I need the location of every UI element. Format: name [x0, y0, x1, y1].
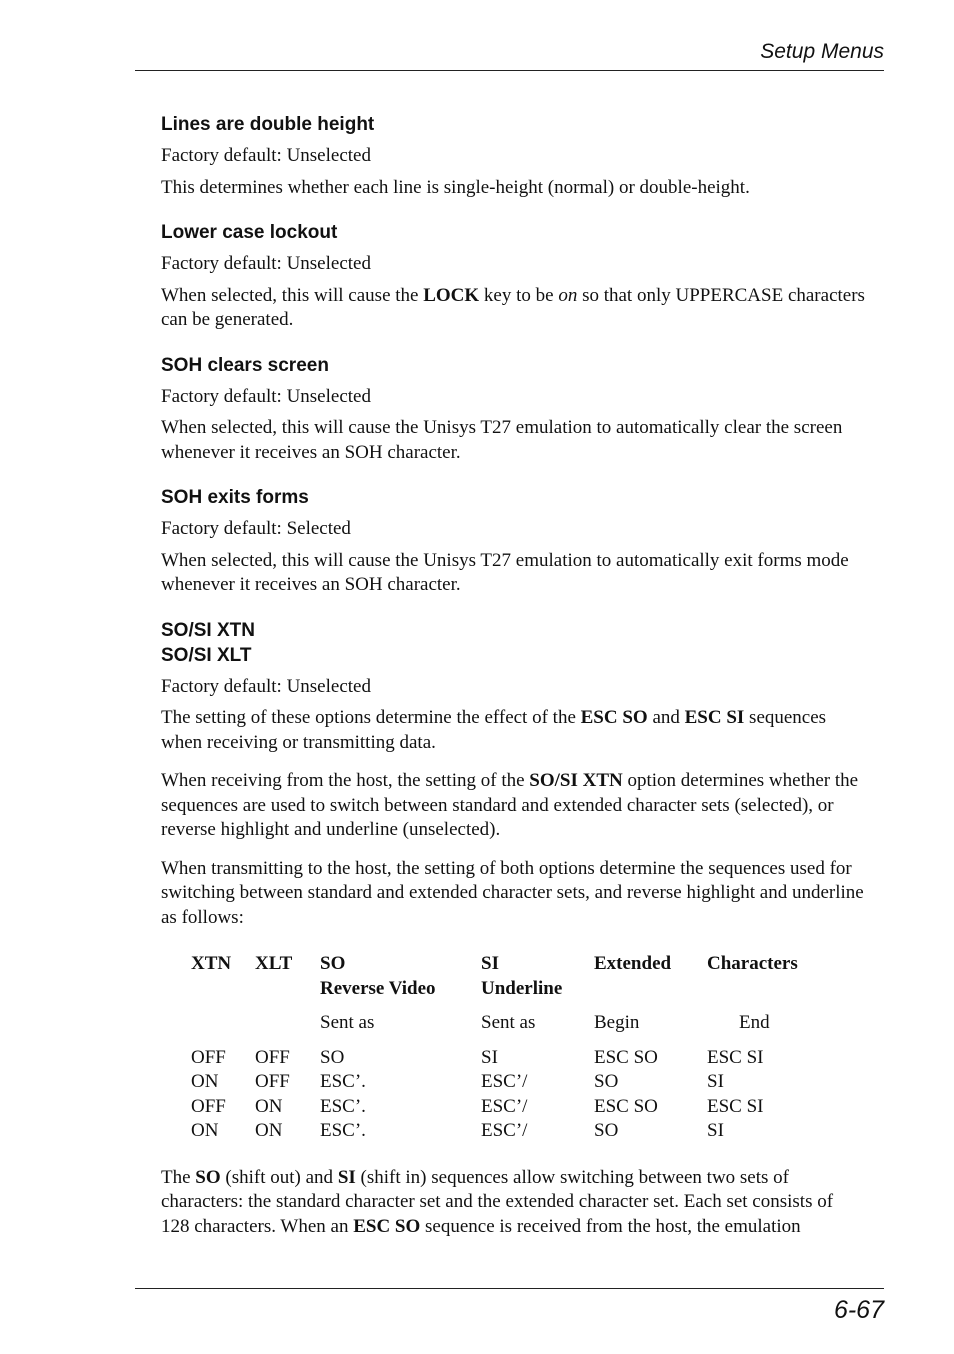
section-description: This determines whether each line is single-height (normal) or double-height. [161, 176, 750, 198]
table-row: OFF OFF SO SI ESC SO ESC SI [191, 1046, 764, 1068]
column-header: SO Reverse Video [320, 953, 436, 999]
section-title: SO/SI XTN SO/SI XLT [161, 619, 255, 666]
subheader-cell: Sent as [320, 1012, 375, 1033]
section-lines-double-height [161, 112, 866, 200]
table-row: OFF ON ESC’. ESC’/ ESC SO ESC SI [191, 1095, 764, 1117]
footer-rule [135, 1288, 884, 1289]
section-soh-clears-screen [161, 353, 866, 466]
factory-default: Factory default: Unselected [161, 145, 371, 166]
section-title: Lines are double height [161, 114, 375, 135]
section-title: SOH clears screen [161, 354, 329, 376]
header-rule [135, 70, 884, 71]
section-so-si [161, 618, 866, 1240]
section-lower-case-lockout [161, 220, 866, 333]
paragraph: When receiving from the host, the setting of the SO/SI XTN option determines whether the sequences are used to switch between standard and extended character sets (selected), or reverse highlight and underline (unselected). [161, 770, 859, 840]
section-description: When selected, this will cause the LOCK key to be on so that only UPPERCASE characters can be generated. [161, 284, 865, 330]
column-header: Extended [594, 953, 672, 974]
section-title: SOH exits forms [161, 487, 309, 508]
table-subheader-row [191, 1001, 817, 1046]
paragraph: The setting of these options determine the effect of the ESC SO and ESC SI sequences when receiving or transmitting data. [161, 707, 827, 753]
factory-default: Factory default: Unselected [161, 253, 371, 274]
factory-default: Factory default: Unselected [161, 675, 371, 697]
column-header: XLT [255, 953, 293, 974]
subheader-cell: Begin [594, 1012, 640, 1033]
factory-default: Factory default: Unselected [161, 385, 371, 407]
subheader-cell: Sent as [481, 1012, 536, 1033]
closing-paragraph: The SO (shift out) and SI (shift in) sequences allow switching between two sets of characters: the standard character set and the extended character set. Each set consists of 128 characters. When an ESC SO sequence is received from the host, the emulation [161, 1166, 834, 1237]
subheader-cell: End [739, 1012, 770, 1033]
section-soh-exits-forms [161, 485, 866, 598]
section-description: When selected, this will cause the Unisys T27 emulation to automatically exit forms mode whenever it receives an SOH character. [161, 549, 849, 595]
table-header-row [191, 952, 817, 1001]
paragraph: When transmitting to the host, the setting of both options determine the sequences used for switching between standard and extended character sets, and reverse highlight and underline as follows: [161, 857, 864, 928]
column-header: XTN [191, 953, 232, 974]
table-row: ON ON ESC’. ESC’/ SO SI [191, 1120, 724, 1141]
sequence-table [191, 952, 817, 1144]
factory-default: Factory default: Selected [161, 518, 351, 539]
column-header: SI Underline [481, 953, 563, 999]
table-row: ON OFF ESC’. ESC’/ SO SI [191, 1071, 724, 1092]
page-number: 6-67 [833, 1296, 884, 1324]
section-description: When selected, this will cause the Unisys T27 emulation to automatically clear the screen whenever it receives an SOH character. [161, 417, 843, 463]
page-content [161, 112, 866, 1259]
section-title: Lower case lockout [161, 222, 338, 243]
column-header: Characters [707, 953, 798, 974]
running-header: Setup Menus [760, 40, 884, 63]
